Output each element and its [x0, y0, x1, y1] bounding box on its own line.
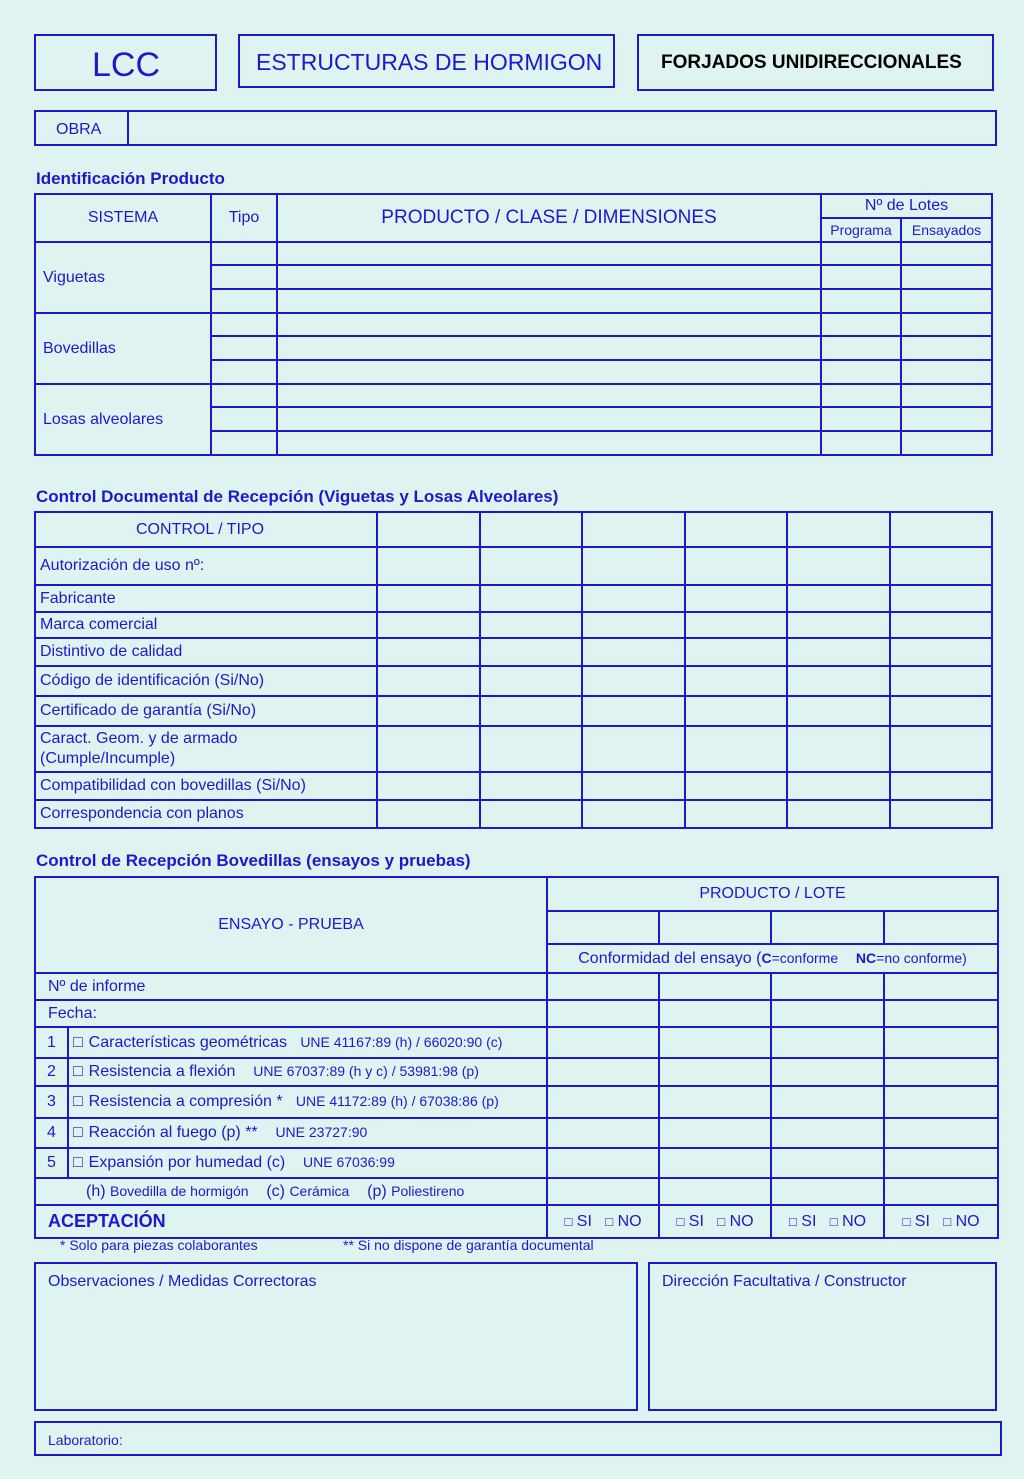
row-viguetas: Viguetas [35, 242, 211, 313]
tipo-input[interactable] [685, 512, 787, 547]
cell-input[interactable] [377, 666, 480, 696]
cell-input[interactable] [211, 289, 277, 313]
laboratorio-box[interactable] [34, 1421, 1002, 1456]
cell-input[interactable] [884, 1178, 998, 1205]
col-ensayados: Ensayados [901, 218, 992, 242]
control-documental-title: Control Documental de Recepción (Viguetas y Losas Alveolares) [36, 487, 559, 506]
control-documental-table [34, 511, 993, 829]
cell-input[interactable] [277, 242, 821, 265]
test-number: 2 [35, 1058, 68, 1086]
cell-input[interactable] [480, 666, 582, 696]
note-colaborantes: * Solo para piezas colaborantes [60, 1237, 258, 1253]
cell-input[interactable] [771, 1027, 884, 1058]
tipo-input[interactable] [890, 512, 992, 547]
cell-input[interactable] [821, 265, 901, 289]
test-row[interactable]: □ Características geométricas UNE 41167:89 (h) / 66020:90 (c) [68, 1027, 547, 1058]
cell-input[interactable] [890, 612, 992, 638]
cell-input[interactable] [771, 1118, 884, 1148]
row-caract-geom [35, 726, 377, 772]
cell-input[interactable] [377, 585, 480, 612]
test-row[interactable]: □ Reacción al fuego (p) ** UNE 23727:90 [68, 1118, 547, 1148]
test-number: 1 [35, 1027, 68, 1058]
cell-input[interactable] [659, 1086, 771, 1118]
test-row[interactable]: □ Expansión por humedad (c) UNE 67036:99 [68, 1148, 547, 1178]
col-producto: PRODUCTO / CLASE / DIMENSIONES [277, 194, 821, 242]
area-title-box [238, 34, 615, 88]
cell-input[interactable] [211, 407, 277, 431]
test-checkbox-icon[interactable] [73, 1063, 89, 1080]
cell-input[interactable] [547, 1000, 659, 1027]
cell-input[interactable] [377, 772, 480, 800]
cell-input[interactable] [277, 360, 821, 384]
lab-code: LCC [92, 46, 161, 84]
cell-input[interactable] [901, 289, 992, 313]
cell-input[interactable] [582, 638, 685, 666]
cell-input[interactable] [659, 1027, 771, 1058]
cell-input[interactable] [821, 289, 901, 313]
cell-input[interactable] [277, 431, 821, 455]
cell-input[interactable] [277, 384, 821, 407]
test-row[interactable]: □ Resistencia a flexión UNE 67037:89 (h y c) / 53981:98 (p) [68, 1058, 547, 1086]
cell-input[interactable] [377, 800, 480, 828]
cell-input[interactable] [685, 638, 787, 666]
cell-input[interactable] [547, 1086, 659, 1118]
cell-input[interactable] [771, 1000, 884, 1027]
control-bovedillas-title: Control de Recepción Bovedillas (ensayos y pruebas) [36, 851, 471, 870]
cell-input[interactable] [787, 772, 890, 800]
cell-input[interactable] [685, 666, 787, 696]
lote-input[interactable] [659, 911, 771, 944]
cell-input[interactable] [821, 313, 901, 336]
test-checkbox-icon[interactable] [73, 1034, 89, 1051]
cell-input[interactable] [659, 1178, 771, 1205]
fecha-label: Fecha: [35, 1000, 547, 1027]
row-certificado: Certificado de garantía (Si/No) [35, 696, 377, 726]
conformidad-legend: Conformidad del ensayo (C=conforme NC=no conforme) [547, 944, 998, 973]
row-compatibilidad: Compatibilidad con bovedillas (Si/No) [35, 772, 377, 800]
row-losas-alveolares: Losas alveolares [35, 384, 211, 455]
cell-input[interactable] [659, 1000, 771, 1027]
cell-input[interactable] [821, 407, 901, 431]
cell-input[interactable] [787, 726, 890, 772]
cell-input[interactable] [211, 431, 277, 455]
row-caract-geom-line2: (Cumple/Incumple) [40, 750, 176, 767]
test-row[interactable]: □ Resistencia a compresión * UNE 41172:89 (h) / 67038:86 (p) [68, 1086, 547, 1118]
row-caract-geom-line1: Caract. Geom. y de armado [40, 730, 238, 747]
cell-input[interactable] [211, 336, 277, 360]
row-correspondencia: Correspondencia con planos [35, 800, 377, 828]
col-sistema: SISTEMA [35, 194, 211, 242]
tipo-input[interactable] [377, 512, 480, 547]
cell-input[interactable] [480, 547, 582, 585]
cell-input[interactable] [547, 973, 659, 1000]
col-programa: Programa [821, 218, 901, 242]
cell-input[interactable] [771, 1086, 884, 1118]
test-number: 5 [35, 1148, 68, 1178]
cell-input[interactable] [582, 612, 685, 638]
row-autorizacion: Autorización de uso nº: [35, 547, 377, 585]
cell-input[interactable] [659, 973, 771, 1000]
cell-input[interactable] [884, 1118, 998, 1148]
cell-input[interactable] [480, 612, 582, 638]
control-tipo-header: CONTROL / TIPO [35, 512, 377, 547]
test-checkbox-icon[interactable] [73, 1154, 89, 1171]
cell-input[interactable] [884, 1000, 998, 1027]
cell-input[interactable] [685, 696, 787, 726]
cell-input[interactable] [787, 666, 890, 696]
cell-input[interactable] [821, 431, 901, 455]
cell-input[interactable] [582, 800, 685, 828]
obra-input[interactable] [127, 110, 997, 146]
tipo-input[interactable] [582, 512, 685, 547]
test-number: 3 [35, 1086, 68, 1118]
ensayo-header: ENSAYO - PRUEBA [35, 877, 547, 973]
cell-input[interactable] [547, 1148, 659, 1178]
cell-input[interactable] [377, 612, 480, 638]
row-fabricante: Fabricante [35, 585, 377, 612]
cell-input[interactable] [582, 585, 685, 612]
tipo-input[interactable] [787, 512, 890, 547]
cell-input[interactable] [771, 1148, 884, 1178]
col-lotes: Nº de Lotes [821, 194, 992, 218]
row-bovedillas: Bovedillas [35, 313, 211, 384]
cell-input[interactable] [890, 772, 992, 800]
lote-input[interactable] [884, 911, 998, 944]
obra-label-box [34, 110, 129, 146]
cell-input[interactable] [547, 1118, 659, 1148]
direccion-label: Dirección Facultativa / Constructor [662, 1273, 907, 1290]
identificacion-table [34, 193, 993, 456]
cell-input[interactable] [480, 638, 582, 666]
observaciones-box[interactable] [34, 1262, 638, 1411]
test-checkbox-icon[interactable] [73, 1093, 89, 1110]
cell-input[interactable] [821, 360, 901, 384]
cell-input[interactable] [582, 726, 685, 772]
row-codigo: Código de identificación (Si/No) [35, 666, 377, 696]
aceptacion-choice[interactable]: □ SI □ NO [771, 1205, 884, 1238]
cell-input[interactable] [890, 726, 992, 772]
cell-input[interactable] [685, 726, 787, 772]
cell-input[interactable] [211, 242, 277, 265]
cell-input[interactable] [377, 547, 480, 585]
note-garantia: ** Si no dispone de garantía documental [343, 1237, 594, 1253]
cell-input[interactable] [890, 547, 992, 585]
cell-input[interactable] [377, 696, 480, 726]
cell-input[interactable] [884, 1086, 998, 1118]
cell-input[interactable] [787, 547, 890, 585]
aceptacion-choice[interactable]: □ SI □ NO [884, 1205, 998, 1238]
cell-input[interactable] [901, 384, 992, 407]
aceptacion-choice[interactable]: □ SI □ NO [547, 1205, 659, 1238]
laboratorio-label: Laboratorio: [48, 1432, 123, 1448]
lab-code-box [34, 34, 217, 91]
producto-lote-header: PRODUCTO / LOTE [547, 877, 998, 911]
cell-input[interactable] [480, 772, 582, 800]
cell-input[interactable] [884, 1058, 998, 1086]
cell-input[interactable] [685, 772, 787, 800]
cell-input[interactable] [659, 1118, 771, 1148]
col-tipo: Tipo [211, 194, 277, 242]
cell-input[interactable] [787, 585, 890, 612]
form-title-box [637, 34, 994, 91]
cell-input[interactable] [901, 313, 992, 336]
area-title: ESTRUCTURAS DE HORMIGON [256, 49, 603, 75]
cell-input[interactable] [890, 666, 992, 696]
n-informe-label: Nº de informe [35, 973, 547, 1000]
cell-input[interactable] [582, 696, 685, 726]
cell-input[interactable] [901, 336, 992, 360]
cell-input[interactable] [884, 973, 998, 1000]
cell-input[interactable] [901, 407, 992, 431]
cell-input[interactable] [277, 289, 821, 313]
cell-input[interactable] [685, 800, 787, 828]
cell-input[interactable] [685, 547, 787, 585]
lote-input[interactable] [547, 911, 659, 944]
cell-input[interactable] [211, 265, 277, 289]
cell-input[interactable] [771, 973, 884, 1000]
cell-input[interactable] [787, 696, 890, 726]
cell-input[interactable] [277, 336, 821, 360]
cell-input[interactable] [787, 612, 890, 638]
cell-input[interactable] [901, 242, 992, 265]
cell-input[interactable] [659, 1148, 771, 1178]
lote-input[interactable] [771, 911, 884, 944]
cell-input[interactable] [901, 431, 992, 455]
cell-input[interactable] [277, 313, 821, 336]
cell-input[interactable] [821, 242, 901, 265]
cell-input[interactable] [547, 1058, 659, 1086]
cell-input[interactable] [211, 384, 277, 407]
test-number: 4 [35, 1118, 68, 1148]
cell-input[interactable] [277, 407, 821, 431]
direccion-box[interactable] [648, 1262, 997, 1411]
cell-input[interactable] [480, 726, 582, 772]
cell-input[interactable] [787, 638, 890, 666]
cell-input[interactable] [547, 1178, 659, 1205]
cell-input[interactable] [547, 1027, 659, 1058]
row-marca: Marca comercial [35, 612, 377, 638]
cell-input[interactable] [582, 547, 685, 585]
obra-label: OBRA [56, 121, 102, 138]
cell-input[interactable] [771, 1058, 884, 1086]
cell-input[interactable] [377, 638, 480, 666]
cell-input[interactable] [771, 1178, 884, 1205]
control-bovedillas-table [34, 876, 999, 1239]
cell-input[interactable] [685, 612, 787, 638]
tipo-input[interactable] [480, 512, 582, 547]
form-title: FORJADOS UNIDIRECCIONALES [661, 52, 962, 73]
identificacion-title: Identificación Producto [36, 169, 225, 188]
cell-input[interactable] [821, 336, 901, 360]
cell-input[interactable] [659, 1058, 771, 1086]
aceptacion-choice[interactable]: □ SI □ NO [659, 1205, 771, 1238]
cell-input[interactable] [480, 800, 582, 828]
cell-input[interactable] [884, 1027, 998, 1058]
aceptacion-label: ACEPTACIÓN [35, 1205, 547, 1238]
cell-input[interactable] [582, 666, 685, 696]
cell-input[interactable] [787, 800, 890, 828]
test-checkbox-icon[interactable] [73, 1124, 89, 1141]
cell-input[interactable] [890, 800, 992, 828]
cell-input[interactable] [901, 265, 992, 289]
cell-input[interactable] [821, 384, 901, 407]
cell-input[interactable] [890, 585, 992, 612]
cell-input[interactable] [582, 772, 685, 800]
cell-input[interactable] [890, 638, 992, 666]
cell-input[interactable] [480, 585, 582, 612]
cell-input[interactable] [480, 696, 582, 726]
material-legend: (h) Bovedilla de hormigón (c) Cerámica (p) Poliestireno [35, 1178, 547, 1205]
cell-input[interactable] [211, 313, 277, 336]
cell-input[interactable] [901, 360, 992, 384]
cell-input[interactable] [277, 265, 821, 289]
row-distintivo: Distintivo de calidad [35, 638, 377, 666]
cell-input[interactable] [685, 585, 787, 612]
cell-input[interactable] [377, 726, 480, 772]
observaciones-label: Observaciones / Medidas Correctoras [48, 1273, 317, 1290]
cell-input[interactable] [890, 696, 992, 726]
cell-input[interactable] [211, 360, 277, 384]
cell-input[interactable] [884, 1148, 998, 1178]
